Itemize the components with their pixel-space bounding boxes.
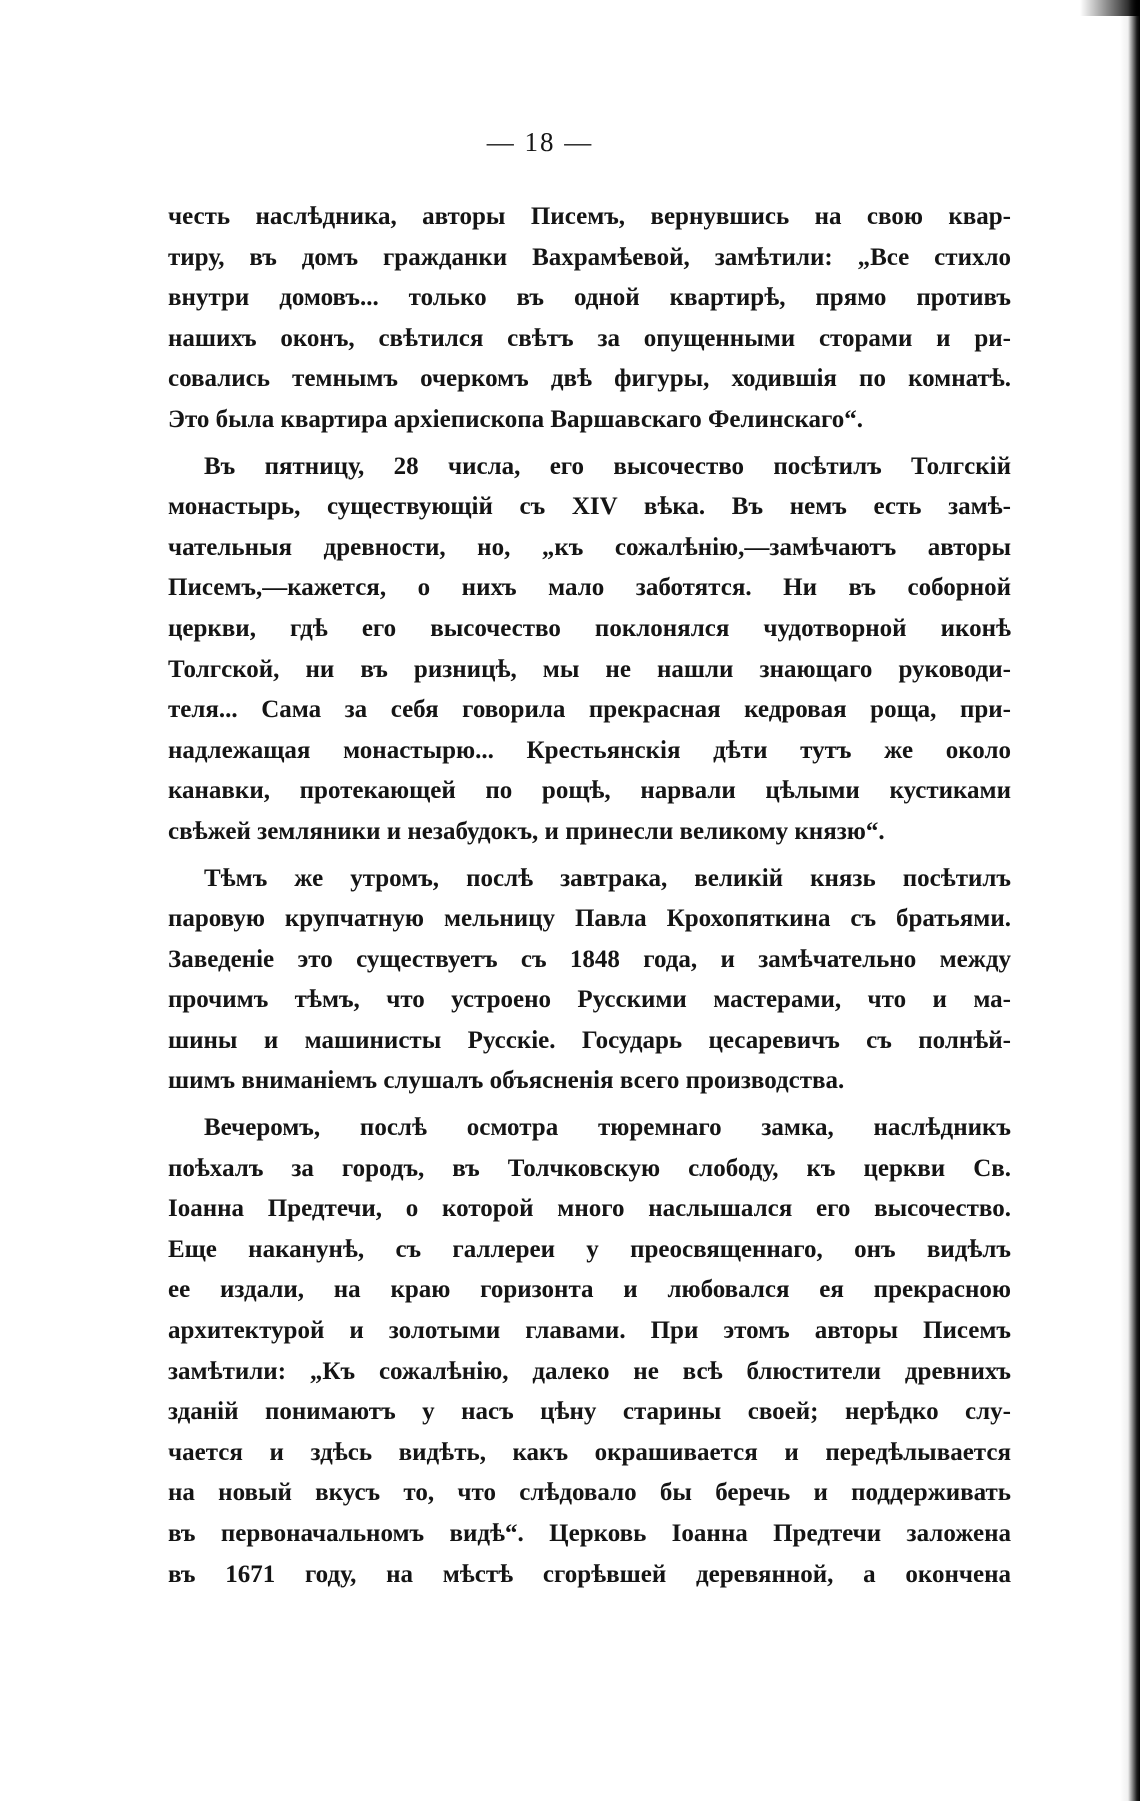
text-line: Тѣмъ же утромъ, послѣ завтрака, великій князь посѣтилъ [204, 864, 1011, 892]
text-line: въ первоначальномъ видѣ“. Церковь Іоанна Предтечи заложена [168, 1520, 1011, 1547]
text-line: паровую крупчатную мельницу Павла Крохопяткина съ братьями. [168, 905, 1011, 933]
page-number: — 18 — [486, 127, 594, 157]
text-line: Заведеніе это существуетъ съ 1848 года, и замѣчательно между [168, 945, 1011, 973]
text-line: поѣхалъ за городъ, въ Толчковскую слободу, къ церкви Св. [168, 1154, 1011, 1182]
text-line: внутри домовъ... только въ одной квартирѣ, прямо противъ [168, 284, 1011, 312]
text-line: честь наслѣдника, авторы Писемъ, вернувшись на свою квар- [168, 203, 1011, 230]
text-line: Еще наканунѣ, съ галлереи у преосвященнаго, онъ видѣлъ [168, 1235, 1011, 1263]
paragraph-3 [168, 859, 1011, 1103]
text-line: замѣтили: „Къ сожалѣнію, далеко не всѣ блюстители древнихъ [168, 1357, 1011, 1385]
paragraph-1 [168, 197, 1011, 441]
text-line: шины и машинисты Русскіе. Государь цесаревичъ съ полнѣй- [168, 1026, 1011, 1054]
text-line: монастырь, существующій съ XIV вѣка. Въ немъ есть замѣ- [168, 493, 1011, 521]
text-line: на новый вкусъ то, что слѣдовало бы беречь и поддерживать [168, 1479, 1011, 1507]
text-line: въ 1671 году, на мѣстѣ сгорѣвшей деревянной, а окончена [168, 1560, 1011, 1588]
body-text [168, 197, 1011, 1595]
text-line: свѣжей земляники и незабудокъ, и принесли великому князю“. [168, 817, 885, 845]
text-line: прочимъ тѣмъ, что устроено Русскими мастерами, что и ма- [168, 986, 1011, 1014]
text-line: теля... Сама за себя говорила прекрасная кедровая роща, при- [168, 696, 1011, 724]
text-line: шимъ вниманіемъ слушалъ объясненія всего производства. [168, 1067, 845, 1095]
text-line: Іоанна Предтечи, о которой много наслышался его высочество. [168, 1195, 1011, 1223]
text-line: зданій понимаютъ у насъ цѣну старины своей; нерѣдко слу- [168, 1398, 1011, 1426]
text-line: чается и здѣсь видѣть, какъ окрашивается и передѣлывается [168, 1438, 1011, 1466]
text-line: тиру, въ домъ гражданки Вахрамѣевой, замѣтили: „Все стихло [168, 243, 1011, 271]
text-line: Писемъ,—кажется, о нихъ мало заботятся. Ни въ соборной [168, 574, 1011, 602]
text-line: ее издали, на краю горизонта и любовался ея прекрасною [168, 1276, 1011, 1304]
text-line: Въ пятницу, 28 числа, его высочество посѣтилъ Толгскій [204, 452, 1011, 480]
text-line: церкви, гдѣ его высочество поклонялся чудотворной иконѣ [168, 614, 1011, 642]
text-line: Вечеромъ, послѣ осмотра тюремнаго замка, наслѣдникъ [204, 1114, 1011, 1142]
text-line: чательныя древности, но, „къ сожалѣнію,—замѣчаютъ авторы [168, 533, 1011, 561]
text-line: канавки, протекающей по рощѣ, нарвали цѣлыми кустиками [168, 777, 1011, 805]
paragraph-4 [168, 1108, 1011, 1595]
page-corner-shadow [1080, 0, 1140, 16]
paragraph-2 [168, 447, 1011, 853]
text-line: Толгской, ни въ ризницѣ, мы не нашли знающаго руководи- [168, 655, 1011, 683]
text-line: нашихъ оконъ, свѣтился свѣтъ за опущенными сторами и ри- [168, 324, 1011, 352]
text-line: совались темнымъ очеркомъ двѣ фигуры, ходившія по комнатѣ. [168, 365, 1011, 393]
page-edge-shadow [1120, 0, 1140, 1801]
text-line: Это была квартира архіепископа Варшавскаго Фелинскаго“. [168, 405, 863, 433]
text-line: надлежащая монастырю... Крестьянскія дѣти тутъ же около [168, 736, 1011, 764]
text-line: архитектурой и золотыми главами. При этомъ авторы Писемъ [168, 1317, 1011, 1345]
